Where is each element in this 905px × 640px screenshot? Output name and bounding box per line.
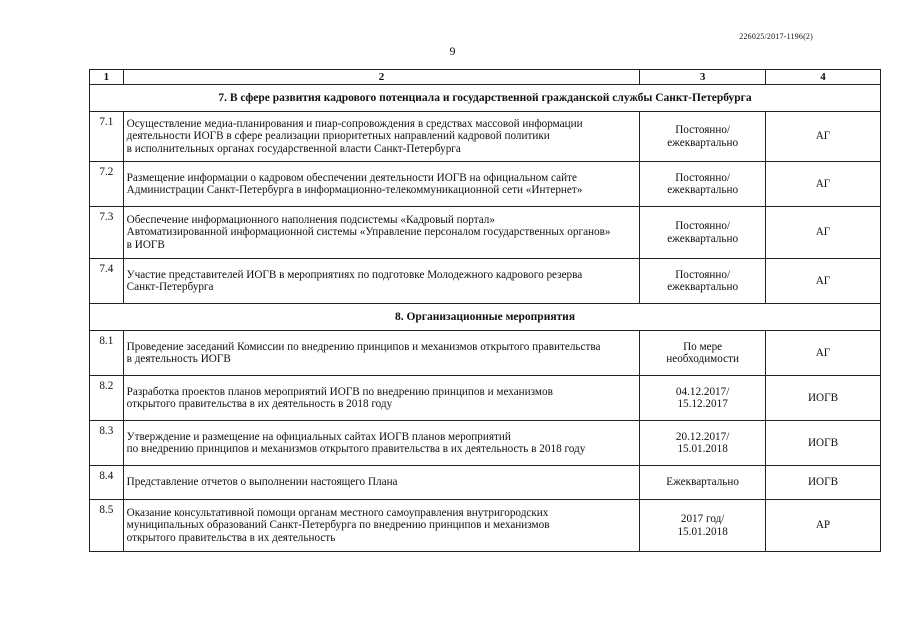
row-deadline: Постоянно/ ежеквартально — [640, 162, 766, 207]
row-description: Осуществление медиа-планирования и пиар-сопровождения в средствах массовой информации деятельности ИОГВ в сфере реализации приоритетных направлений кадровой политики в исполнительных органах государственной власти Санкт-Петербурга — [123, 112, 640, 162]
column-header-4: 4 — [766, 70, 881, 85]
row-responsible: АГ — [766, 162, 881, 207]
row-responsible: ИОГВ — [766, 421, 881, 466]
table-row — [90, 500, 881, 552]
row-number: 8.1 — [90, 331, 124, 376]
row-deadline: Постоянно/ ежеквартально — [640, 207, 766, 259]
table-header-row — [90, 70, 881, 85]
table-row — [90, 162, 881, 207]
page-number: 9 — [449, 44, 456, 58]
column-header-1: 1 — [90, 70, 124, 85]
row-number: 8.4 — [90, 466, 124, 500]
row-description: Обеспечение информационного наполнения подсистемы «Кадровый портал» Автоматизированной информационной системы «Управление персоналом государственных органов» в ИОГВ — [123, 207, 640, 259]
row-responsible: АГ — [766, 207, 881, 259]
row-number: 8.2 — [90, 376, 124, 421]
row-deadline: Ежеквартально — [640, 466, 766, 500]
row-deadline: 20.12.2017/ 15.01.2018 — [640, 421, 766, 466]
table-row — [90, 112, 881, 162]
row-description: Представление отчетов о выполнении настоящего Плана — [123, 466, 640, 500]
row-description: Утверждение и размещение на официальных сайтах ИОГВ планов мероприятий по внедрению принципов и механизмов открытого правительства в их деятельность в 2018 году — [123, 421, 640, 466]
row-deadline: 2017 год/ 15.01.2018 — [640, 500, 766, 552]
row-responsible: АГ — [766, 259, 881, 304]
section-8-header-row — [90, 304, 881, 331]
row-deadline: Постоянно/ ежеквартально — [640, 259, 766, 304]
row-responsible: АГ — [766, 331, 881, 376]
table-row — [90, 376, 881, 421]
table-row — [90, 466, 881, 500]
row-deadline: По мере необходимости — [640, 331, 766, 376]
section-7-title: 7. В сфере развития кадрового потенциала и государственной гражданской службы Санкт-Петербурга — [90, 85, 881, 112]
row-description: Оказание консультативной помощи органам местного самоуправления внутригородских муниципальных образований Санкт-Петербурга по внедрению принципов и механизмов открытого правительства в их деятельность — [123, 500, 640, 552]
row-description: Разработка проектов планов мероприятий ИОГВ по внедрению принципов и механизмов открытого правительства в их деятельность в 2018 году — [123, 376, 640, 421]
row-number: 7.3 — [90, 207, 124, 259]
action-plan-table — [89, 69, 881, 552]
row-description: Участие представителей ИОГВ в мероприятиях по подготовке Молодежного кадрового резерва Санкт-Петербурга — [123, 259, 640, 304]
column-header-2: 2 — [123, 70, 640, 85]
table-row — [90, 421, 881, 466]
row-number: 7.1 — [90, 112, 124, 162]
column-header-3: 3 — [640, 70, 766, 85]
row-responsible: ИОГВ — [766, 376, 881, 421]
row-responsible: АР — [766, 500, 881, 552]
row-description: Размещение информации о кадровом обеспечении деятельности ИОГВ на официальном сайте Администрации Санкт-Петербурга в информационно-телекоммуникационной сети «Интернет» — [123, 162, 640, 207]
table-row — [90, 207, 881, 259]
section-7-header-row — [90, 85, 881, 112]
row-deadline: 04.12.2017/ 15.12.2017 — [640, 376, 766, 421]
table-row — [90, 259, 881, 304]
row-number: 7.4 — [90, 259, 124, 304]
table-row — [90, 331, 881, 376]
row-responsible: ИОГВ — [766, 466, 881, 500]
section-8-title: 8. Организационные мероприятия — [90, 304, 881, 331]
row-responsible: АГ — [766, 112, 881, 162]
document-id: 226025/2017-1196(2) — [739, 32, 813, 41]
row-number: 8.5 — [90, 500, 124, 552]
row-deadline: Постоянно/ ежеквартально — [640, 112, 766, 162]
row-number: 8.3 — [90, 421, 124, 466]
row-description: Проведение заседаний Комиссии по внедрению принципов и механизмов открытого правительства в деятельность ИОГВ — [123, 331, 640, 376]
row-number: 7.2 — [90, 162, 124, 207]
